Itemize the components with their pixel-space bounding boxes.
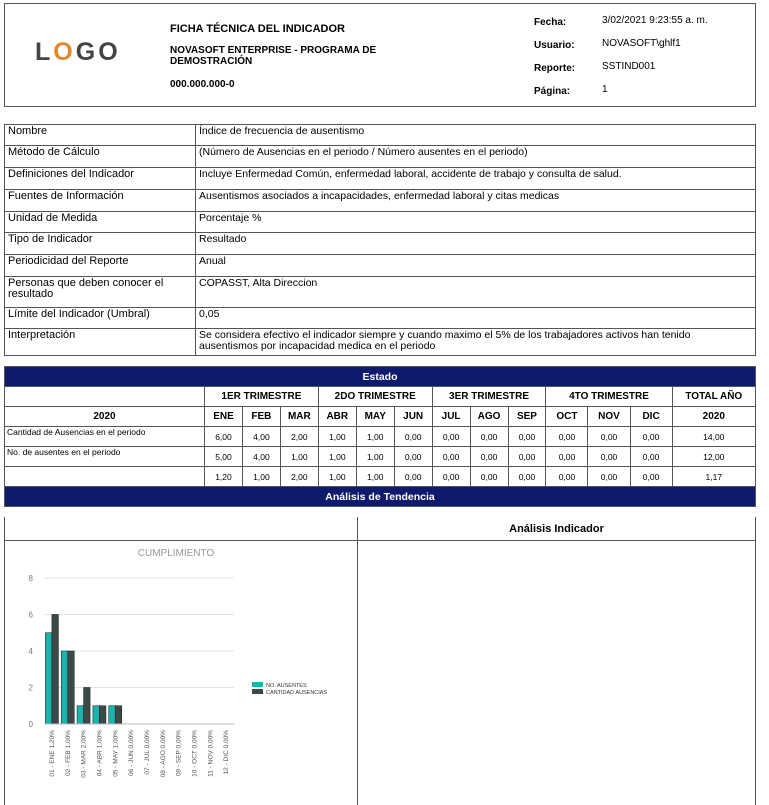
x-tick-label: 08 - AGO 0,00% <box>159 730 167 778</box>
value-cell: 0,00 <box>588 447 630 467</box>
row-label <box>5 467 205 487</box>
x-tick-label: 06 - JUN 0,00% <box>128 730 136 776</box>
value-cell: 0,00 <box>432 427 470 447</box>
bar-no-ausentes <box>77 706 84 724</box>
value-cell: 4,00 <box>242 427 280 447</box>
month-header: AGO <box>470 407 508 427</box>
bar-cantidad-ausencias <box>99 706 106 724</box>
estado-row <box>5 427 756 447</box>
value-cell: 0,00 <box>588 467 630 487</box>
x-tick-label: 09 - SEP 0,00% <box>175 730 183 777</box>
value-cell: 0,00 <box>588 427 630 447</box>
value-cell: 0,00 <box>546 447 588 467</box>
value-cell: 1,00 <box>318 427 356 447</box>
column-divider <box>357 517 358 805</box>
usuario-value: NOVASOFT\ghlf1 <box>602 38 681 49</box>
value-cell: 1,00 <box>356 447 394 467</box>
value-cell: 1,20 <box>205 467 243 487</box>
y-tick-label: 4 <box>28 647 33 656</box>
month-header: FEB <box>242 407 280 427</box>
value-cell: 0,00 <box>432 447 470 467</box>
y-tick-label: 8 <box>28 574 33 583</box>
info-value: Porcentaje % <box>196 212 756 233</box>
value-cell: 0,00 <box>432 467 470 487</box>
x-tick-label: 03 - MAR 2,00% <box>80 730 88 778</box>
legend-swatch <box>252 682 263 687</box>
bar-no-ausentes <box>61 651 68 724</box>
row-label: No. de ausentes en el periodo <box>5 447 205 467</box>
total-cell: 12,00 <box>672 447 755 467</box>
month-header: OCT <box>546 407 588 427</box>
month-header: MAY <box>356 407 394 427</box>
legend-label: NO. AUSENTES <box>266 683 307 689</box>
estado-row <box>5 447 756 467</box>
month-header: SEP <box>508 407 546 427</box>
value-cell: 0,00 <box>546 467 588 487</box>
x-tick-label: 07 - JUL 0,00% <box>143 730 151 775</box>
value-cell: 1,00 <box>318 467 356 487</box>
info-value: Ausentismos asociados a incapacidades, enfermedad laboral y citas medicas <box>196 190 756 212</box>
info-value: Resultado <box>196 233 756 255</box>
reporte-value: SSTIND001 <box>602 61 656 72</box>
info-value: (Número de Ausencias en el periodo / Número ausentes en el periodo) <box>196 146 756 168</box>
info-row <box>5 308 756 329</box>
value-cell: 0,00 <box>630 467 672 487</box>
value-cell: 0,00 <box>508 427 546 447</box>
value-cell: 0,00 <box>630 447 672 467</box>
month-header: JUL <box>432 407 470 427</box>
info-value: Incluye Enfermedad Común, enfermedad laboral, accidente de trabajo y consulta de salud. <box>196 168 756 190</box>
legend-swatch <box>252 689 263 694</box>
info-row <box>5 255 756 277</box>
info-row <box>5 329 756 356</box>
total-cell: 14,00 <box>672 427 755 447</box>
info-row <box>5 190 756 212</box>
value-cell: 2,00 <box>280 427 318 447</box>
info-row <box>5 212 756 233</box>
info-label: Nombre <box>5 125 196 146</box>
bar-cantidad-ausencias <box>115 706 122 724</box>
quarter-header: 4TO TRIMESTRE <box>546 387 672 407</box>
info-row <box>5 233 756 255</box>
quarter-header: 1ER TRIMESTRE <box>205 387 319 407</box>
month-header: ENE <box>205 407 243 427</box>
info-value: Anual <box>196 255 756 277</box>
legend-label: CANTIDAD AUSENCIAS <box>266 690 328 696</box>
y-tick-label: 0 <box>28 720 33 729</box>
info-value: Índice de frecuencia de ausentismo <box>196 125 756 146</box>
month-header: MAR <box>280 407 318 427</box>
value-cell: 0,00 <box>508 447 546 467</box>
estado-table <box>4 366 756 507</box>
x-tick-label: 05 - MAY 1,00% <box>112 730 120 777</box>
info-row <box>5 125 756 146</box>
fecha-label: Fecha: <box>534 17 567 28</box>
value-cell: 6,00 <box>205 427 243 447</box>
fecha-value: 3/02/2021 9:23:55 a. m. <box>602 15 708 26</box>
info-label: Periodicidad del Reporte <box>5 255 196 277</box>
estado-row <box>5 467 756 487</box>
pagina-label: Página: <box>534 86 571 97</box>
estado-title: Estado <box>5 367 756 387</box>
info-label: Fuentes de Información <box>5 190 196 212</box>
cumplimiento-chart <box>0 532 352 792</box>
total-year-label: 2020 <box>672 407 755 427</box>
x-tick-label: 10 - OCT 0,00% <box>191 730 199 777</box>
total-cell: 1,17 <box>672 467 755 487</box>
report-header <box>4 3 756 107</box>
info-value: 0,05 <box>196 308 756 329</box>
x-tick-label: 04 - ABR 1,00% <box>96 730 104 777</box>
value-cell: 0,00 <box>470 427 508 447</box>
bar-no-ausentes <box>109 706 116 724</box>
pagina-value: 1 <box>602 84 608 95</box>
value-cell: 5,00 <box>205 447 243 467</box>
info-label: Tipo de Indicador <box>5 233 196 255</box>
info-label: Interpretación <box>5 329 196 356</box>
value-cell: 1,00 <box>318 447 356 467</box>
month-header: ABR <box>318 407 356 427</box>
info-value: COPASST, Alta Direccion <box>196 277 756 308</box>
value-cell: 1,00 <box>280 447 318 467</box>
value-cell: 0,00 <box>470 447 508 467</box>
empty-cell <box>5 387 205 407</box>
value-cell: 1,00 <box>356 467 394 487</box>
info-row <box>5 277 756 308</box>
chart-title: CUMPLIMIENTO <box>137 548 215 559</box>
month-header: JUN <box>394 407 432 427</box>
company-name: NOVASOFT ENTERPRISE - PROGRAMA DE DEMOSTRACIÓN <box>170 45 377 67</box>
y-tick-label: 6 <box>28 610 33 620</box>
info-value: Se considera efectivo el indicador siempre y cuando maximo el 5% de los trabajadores activos han tenido ausentismos por incapacidad medica en el periodo <box>196 329 756 356</box>
indicator-info-table <box>4 124 756 356</box>
reporte-label: Reporte: <box>534 63 576 74</box>
value-cell: 1,00 <box>242 467 280 487</box>
info-label: Definiciones del Indicador <box>5 168 196 190</box>
document-title: FICHA TÉCNICA DEL INDICADOR <box>170 23 345 35</box>
value-cell: 0,00 <box>394 467 432 487</box>
value-cell: 0,00 <box>546 427 588 447</box>
month-header: DIC <box>630 407 672 427</box>
bar-cantidad-ausencias <box>68 651 75 724</box>
month-header: NOV <box>588 407 630 427</box>
value-cell: 2,00 <box>280 467 318 487</box>
x-tick-label: 02 - FEB 1,00% <box>64 730 72 776</box>
value-cell: 0,00 <box>394 427 432 447</box>
info-label: Límite del Indicador (Umbral) <box>5 308 196 329</box>
bar-no-ausentes <box>93 706 100 724</box>
info-label: Unidad de Medida <box>5 212 196 233</box>
info-row <box>5 168 756 190</box>
x-tick-label: 11 - NOV 0,00% <box>207 730 215 777</box>
info-label: Personas que deben conocer el resultado <box>5 277 196 308</box>
y-tick-label: 2 <box>28 683 33 693</box>
info-label: Método de Cálculo <box>5 146 196 168</box>
value-cell: 0,00 <box>630 427 672 447</box>
tendencia-title: Análisis de Tendencia <box>5 487 756 507</box>
x-tick-label: 12 - DIC 0,00% <box>223 730 231 775</box>
value-cell: 1,00 <box>356 427 394 447</box>
quarter-header: 3ER TRIMESTRE <box>432 387 546 407</box>
analisis-indicador-title: Análisis Indicador <box>509 523 604 535</box>
row-label: Cantidad de Ausencias en el periodo <box>5 427 205 447</box>
value-cell: 0,00 <box>470 467 508 487</box>
info-row <box>5 146 756 168</box>
usuario-label: Usuario: <box>534 40 575 51</box>
total-header: TOTAL AÑO <box>672 387 755 407</box>
value-cell: 4,00 <box>242 447 280 467</box>
x-tick-label: 01 - ENE 1,20% <box>48 730 56 777</box>
year-label: 2020 <box>5 407 205 427</box>
value-cell: 0,00 <box>394 447 432 467</box>
bar-cantidad-ausencias <box>52 615 59 725</box>
company-nit: 000.000.000-0 <box>170 79 235 90</box>
quarter-header: 2DO TRIMESTRE <box>318 387 432 407</box>
value-cell: 0,00 <box>508 467 546 487</box>
bar-cantidad-ausencias <box>84 688 91 725</box>
company-logo: LOGO <box>35 38 121 66</box>
bar-no-ausentes <box>45 633 52 724</box>
